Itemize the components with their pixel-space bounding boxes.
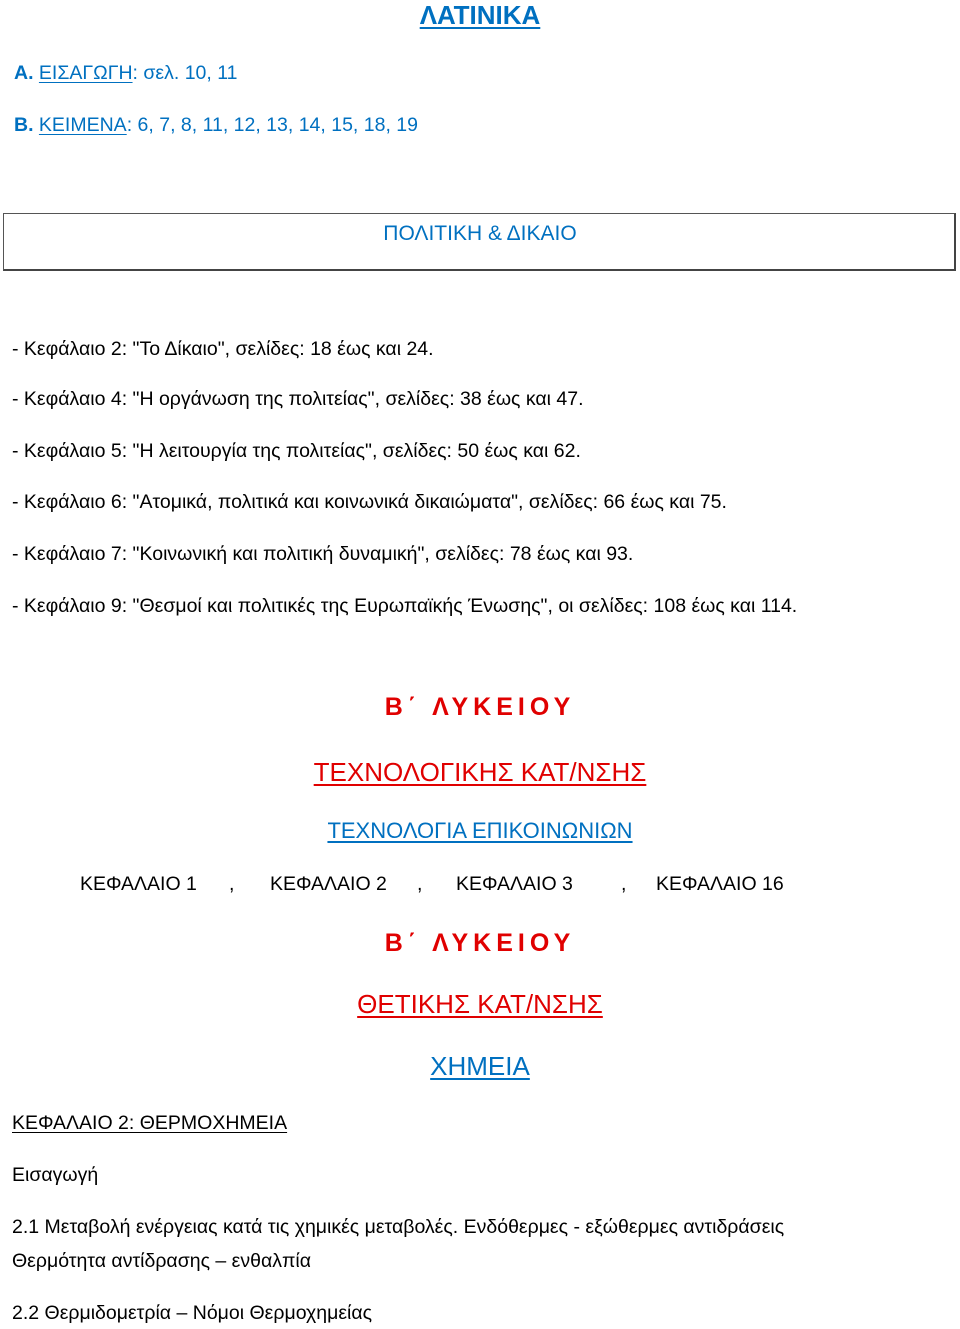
tech-separator: , xyxy=(229,873,235,895)
tech-chapter: ΚΕΦΑΛΑΙΟ 2 xyxy=(270,873,387,895)
politics-item: - Κεφάλαιο 9: "Θεσμοί και πολιτικές της Ευρωπαϊκής Ένωσης", οι σελίδες: 108 έως και 114. xyxy=(12,595,798,617)
item-b-rest: : 6, 7, 8, 11, 12, 13, 14, 15, 18, 19 xyxy=(126,114,418,136)
tech-chapter: ΚΕΦΑΛΑΙΟ 16 xyxy=(656,873,784,895)
tech-subject: ΤΕΧΝΟΛΟΓΙΑ ΕΠΙΚΟΙΝΩΝΙΩΝ xyxy=(327,818,633,843)
politics-title: ΠΟΛΙΤΙΚΗ & ΔΙΚΑΙΟ xyxy=(383,222,577,245)
tech-separator: , xyxy=(417,873,423,895)
tech-chapter: ΚΕΦΑΛΑΙΟ 3 xyxy=(456,873,573,895)
item-b-label: ΚΕΙΜΕΝΑ xyxy=(38,114,127,136)
item-a-prefix: Α. xyxy=(14,62,34,84)
politics-item: - Κεφάλαιο 5: "Η λειτουργία της πολιτείας", σελίδες: 50 έως και 62. xyxy=(12,440,581,462)
politics-item: - Κεφάλαιο 2: "Το Δίκαιο", σελίδες: 18 έως και 24. xyxy=(12,338,434,360)
science-chapter: ΚΕΦΑΛΑΙΟ 2: ΘΕΡΜΟΧΗΜΕΙΑ xyxy=(12,1112,288,1134)
science-grade: Β΄ ΛΥΚΕΙΟΥ xyxy=(384,929,576,957)
latin-title: ΛΑΤΙΝΙΚΑ xyxy=(419,0,541,30)
science-direction: ΘΕΤΙΚΗΣ ΚΑΤ/ΝΣΗΣ xyxy=(357,989,603,1019)
latin-item-a xyxy=(14,62,237,85)
politics-item: - Κεφάλαιο 7: "Κοινωνική και πολιτική δυναμική", σελίδες: 78 έως και 93. xyxy=(12,543,634,565)
science-subject: ΧΗΜΕΙΑ xyxy=(430,1051,530,1081)
item-a-rest: : σελ. 10, 11 xyxy=(132,62,238,84)
science-intro: Εισαγωγή xyxy=(12,1164,99,1186)
science-topic: 2.2 Θερμιδομετρία – Νόμοι Θερμοχημείας xyxy=(12,1302,373,1324)
politics-item: - Κεφάλαιο 4: "Η οργάνωση της πολιτείας", σελίδες: 38 έως και 47. xyxy=(12,388,584,410)
item-a-label: ΕΙΣΑΓΩΓΗ xyxy=(38,62,133,84)
tech-separator: , xyxy=(621,873,627,895)
science-topic: 2.1 Μεταβολή ενέργειας κατά τις χημικές μεταβολές. Ενδόθερμες - εξώθερμες αντιδράσεις xyxy=(12,1216,785,1238)
politics-item: - Κεφάλαιο 6: "Ατομικά, πολιτικά και κοινωνικά δικαιώματα", σελίδες: 66 έως και 75. xyxy=(12,491,727,513)
latin-item-b xyxy=(14,114,418,137)
item-b-prefix: Β. xyxy=(14,114,34,136)
tech-chapter: ΚΕΦΑΛΑΙΟ 1 xyxy=(80,873,197,895)
tech-direction: ΤΕΧΝΟΛΟΓΙΚΗΣ ΚΑΤ/ΝΣΗΣ xyxy=(313,757,647,787)
tech-grade: Β΄ ΛΥΚΕΙΟΥ xyxy=(384,693,576,721)
science-topic: Θερμότητα αντίδρασης – ενθαλπία xyxy=(12,1250,312,1272)
